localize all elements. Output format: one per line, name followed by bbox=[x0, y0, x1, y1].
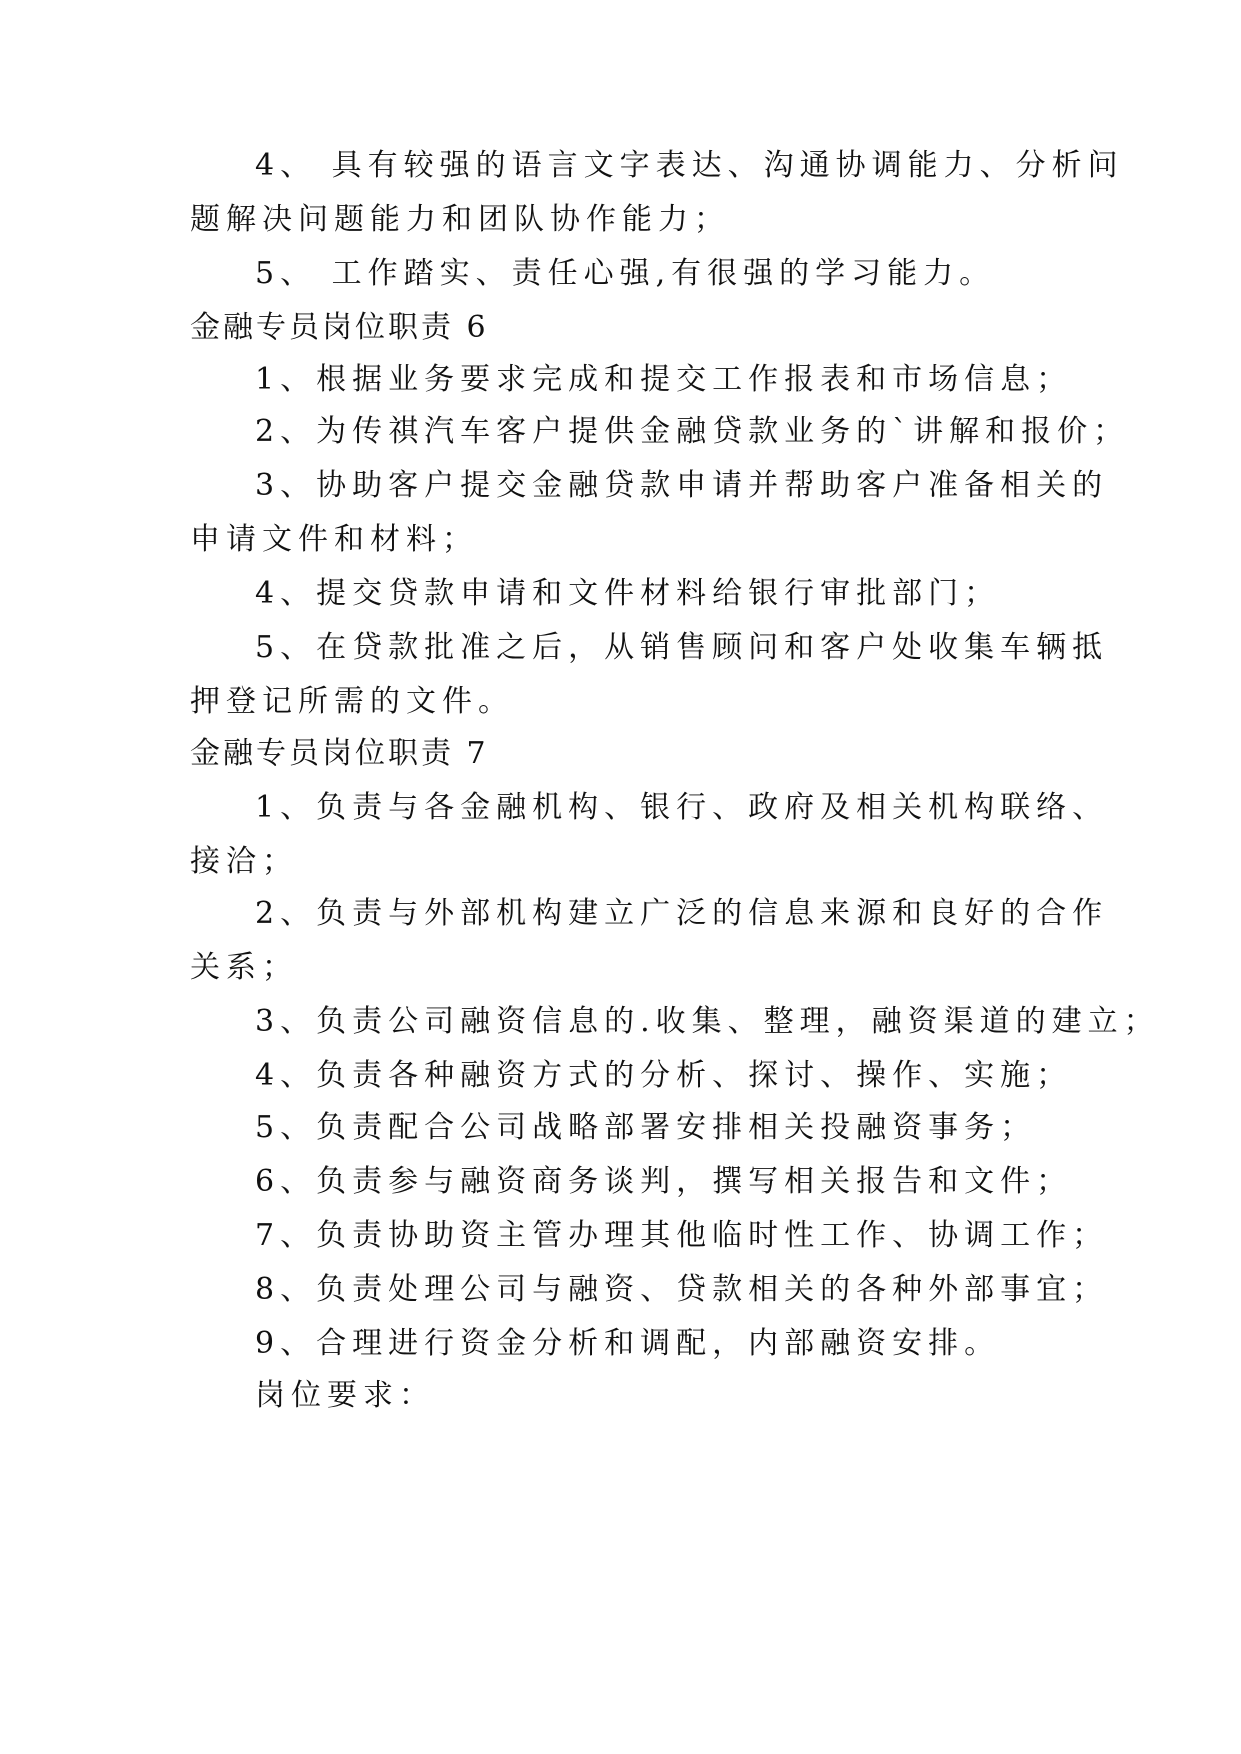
paragraph-line: 5、在贷款批准之后，从销售顾问和客户处收集车辆抵 bbox=[255, 630, 1109, 665]
paragraph-line: 申请文件和材料； bbox=[190, 522, 478, 557]
paragraph-line: 5、负责配合公司战略部署安排相关投融资事务； bbox=[255, 1110, 1037, 1145]
paragraph-line: 2、为传祺汽车客户提供金融贷款业务的`讲解和报价； bbox=[255, 414, 1130, 449]
paragraph-line: 1、根据业务要求完成和提交工作报表和市场信息； bbox=[255, 362, 1073, 397]
paragraph-line: 8、负责处理公司与融资、贷款相关的各种外部事宜； bbox=[255, 1272, 1109, 1307]
paragraph-line: 4、提交贷款申请和文件材料给银行审批部门； bbox=[255, 576, 1001, 611]
section-heading: 金融专员岗位职责 7 bbox=[190, 736, 489, 771]
paragraph-line: 3、协助客户提交金融贷款申请并帮助客户准备相关的 bbox=[255, 468, 1109, 503]
paragraph-line: 6、负责参与融资商务谈判，撰写相关报告和文件； bbox=[255, 1164, 1073, 1199]
paragraph-line: 5、 工作踏实、责任心强,有很强的学习能力。 bbox=[255, 256, 996, 291]
paragraph-line: 押登记所需的文件。 bbox=[190, 684, 514, 719]
paragraph-line: 关系； bbox=[190, 950, 298, 985]
paragraph-line: 2、负责与外部机构建立广泛的信息来源和良好的合作 bbox=[255, 896, 1109, 931]
paragraph-line: 9、合理进行资金分析和调配，内部融资安排。 bbox=[255, 1326, 1001, 1361]
paragraph-line: 7、负责协助资主管办理其他临时性工作、协调工作； bbox=[255, 1218, 1109, 1253]
paragraph-line: 题解决问题能力和团队协作能力； bbox=[190, 202, 730, 237]
paragraph-line: 4、负责各种融资方式的分析、探讨、操作、实施； bbox=[255, 1058, 1073, 1093]
section-heading: 金融专员岗位职责 6 bbox=[190, 310, 489, 345]
paragraph-line: 4、 具有较强的语言文字表达、沟通协调能力、分析问 bbox=[255, 148, 1124, 183]
paragraph-line: 3、负责公司融资信息的.收集、整理，融资渠道的建立； bbox=[255, 1004, 1160, 1039]
paragraph-line: 1、负责与各金融机构、银行、政府及相关机构联络、 bbox=[255, 790, 1109, 825]
paragraph-line: 岗位要求： bbox=[255, 1378, 435, 1413]
paragraph-line: 接洽； bbox=[190, 844, 298, 879]
